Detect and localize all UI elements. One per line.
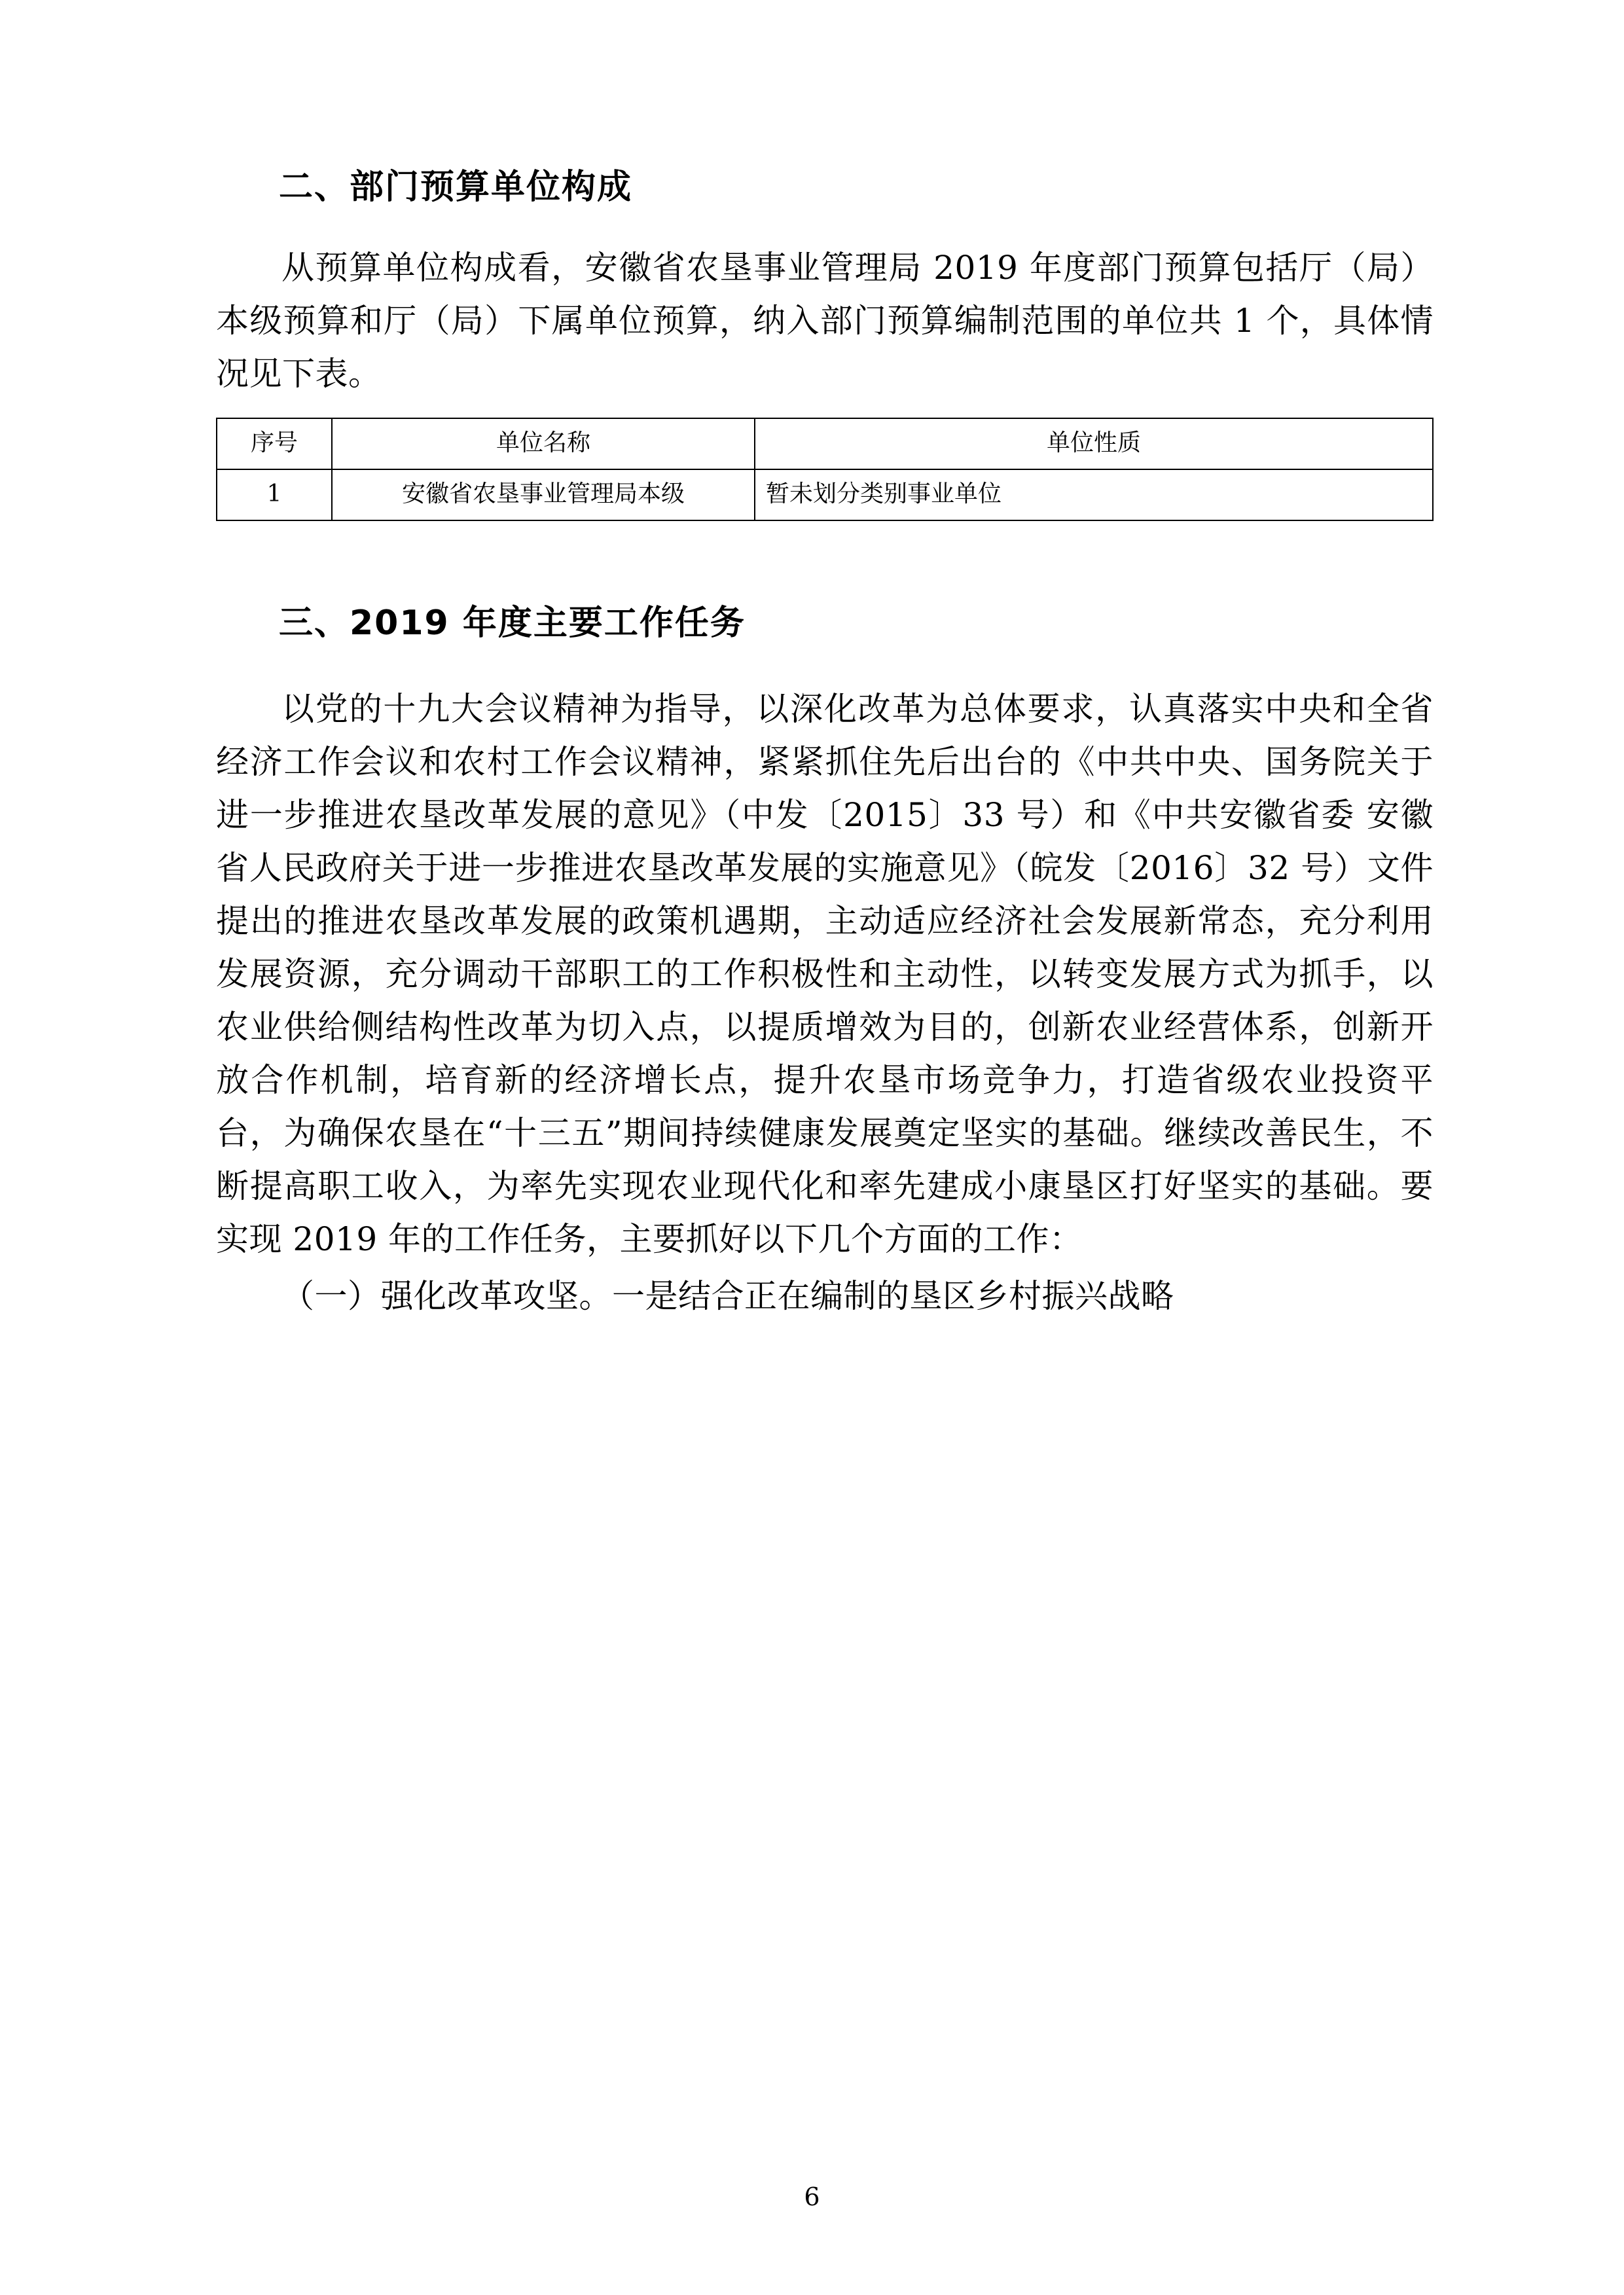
section-three-paragraph-two: （一）强化改革攻坚。一是结合正在编制的垦区乡村振兴战略	[281, 1276, 1174, 1315]
column-header-unit-nature: 单位性质	[755, 418, 1433, 469]
cell-unit-name: 安徽省农垦事业管理局本级	[332, 469, 755, 520]
column-header-unit-name: 单位名称	[332, 418, 755, 469]
column-header-index: 序号	[217, 418, 332, 469]
section-heading-two: 二、部门预算单位构成	[279, 168, 633, 207]
budget-unit-table	[216, 418, 1434, 521]
cell-index: 1	[217, 469, 332, 520]
section-heading-three: 三、2019 年度主要工作任务	[279, 603, 746, 643]
page-content	[216, 164, 1434, 1323]
table-header-row	[217, 418, 1433, 469]
page-number: 6	[804, 2182, 820, 2211]
section-two-paragraph: 从预算单位构成看，安徽省农垦事业管理局 2019 年度部门预算包括厅（局）本级预算和厅（局）下属单位预算，纳入部门预算编制范围的单位共 1 个，具体情况见下表。	[216, 248, 1434, 393]
table-row	[217, 469, 1433, 520]
section-three-paragraph-one: 以党的十九大会议精神为指导，以深化改革为总体要求，认真落实中央和全省经济工作会议和农村工作会议精神，紧紧抓住先后出台的《中共中央、国务院关于进一步推进农垦改革发展的意见》（中发〔2015〕33 号）和《中共安徽省委 安徽省人民政府关于进一步推进农垦改革发展的实施意见》（皖发〔2016〕32 号）文件提出的推进农垦改革发展的政策机遇期，主动适应经济社会发展新常态，充分利用发展资源，充分调动干部职工的工作积极性和主动性，以转变发展方式为抓手，以农业供给侧结构性改革为切入点，以提质增效为目的，创新农业经营体系，创新开放合作机制，培育新的经济增长点，提升农垦市场竞争力，打造省级农业投资平台，为确保农垦在“十三五”期间持续健康发展奠定坚实的基础。继续改善民生，不断提高职工收入，为率先实现农业现代化和率先建成小康垦区打好坚实的基础。要实现 2019 年的工作任务，主要抓好以下几个方面的工作：	[216, 689, 1434, 1258]
cell-unit-nature: 暂未划分类别事业单位	[755, 469, 1433, 520]
